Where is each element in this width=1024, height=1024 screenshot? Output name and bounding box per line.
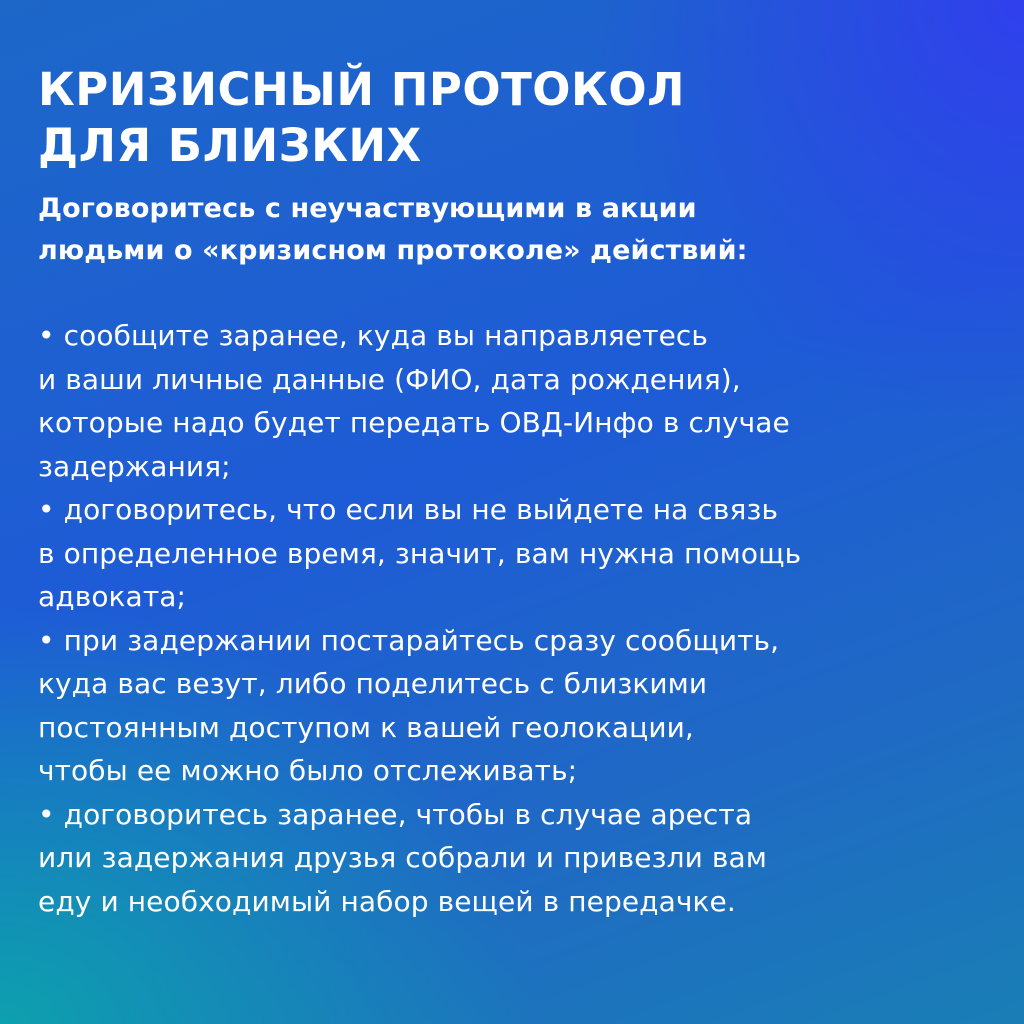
list-line: в определенное время, значит, вам нужна помощь <box>38 536 802 570</box>
intro-line: людьми о «кризисном протоколе» действий: <box>38 235 748 266</box>
list-line: • договоритесь, что если вы не выйдете на связь <box>38 493 779 526</box>
list-line: • договоритесь заранее, чтобы в случае ареста <box>38 797 753 831</box>
list-line: задержания; <box>38 449 231 483</box>
instruction-list <box>38 314 988 923</box>
title-line: КРИЗИСНЫЙ ПРОТОКОЛ <box>38 63 685 116</box>
intro-text <box>38 188 988 272</box>
list-line: постоянным доступом к вашей геолокации, <box>38 710 694 744</box>
intro-line: Договоритесь с неучаствующими в акции <box>38 193 697 224</box>
page-title <box>38 62 988 174</box>
list-line: и ваши личные данные (ФИО, дата рождения), <box>38 362 741 396</box>
list-line: чтобы ее можно было отслеживать; <box>38 754 578 787</box>
list-line: куда вас везут, либо поделитесь с близкими <box>38 667 708 700</box>
list-line: • при задержании постарайтесь сразу сообщить, <box>38 623 780 657</box>
list-line: • сообщите заранее, куда вы направляетесь <box>38 319 709 352</box>
content-block <box>38 62 988 923</box>
list-line: или задержания друзья собрали и привезли вам <box>38 841 767 874</box>
title-line: ДЛЯ БЛИЗКИХ <box>38 119 422 172</box>
list-line: адвоката; <box>38 580 187 613</box>
list-line: которые надо будет передать ОВД-Инфо в случае <box>38 406 790 439</box>
list-line: еду и необходимый набор вещей в передачке. <box>38 884 736 918</box>
